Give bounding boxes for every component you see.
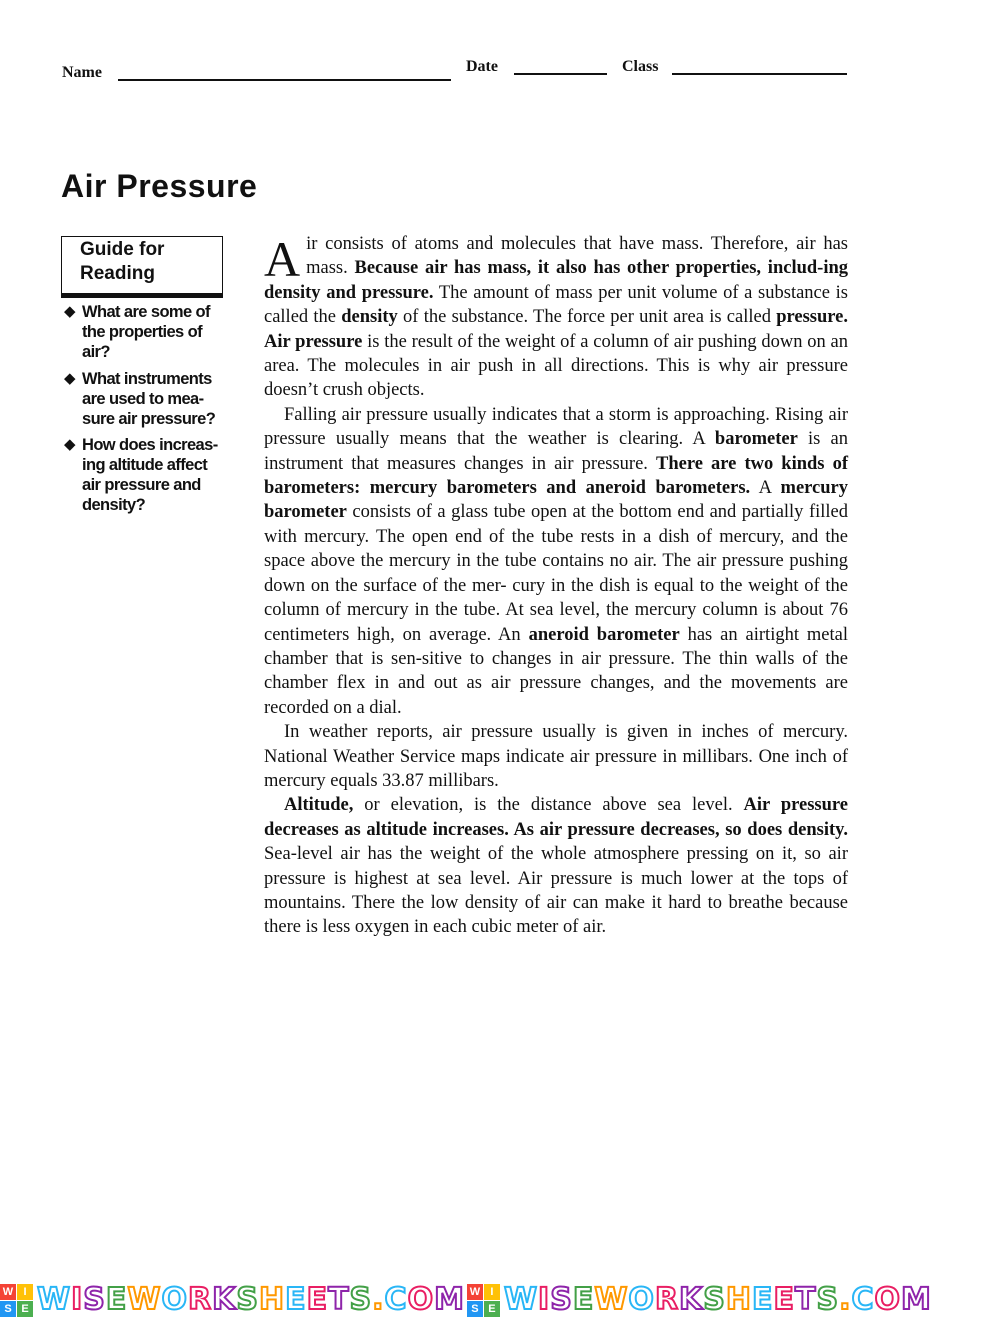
guide-question-text: What instruments are used to mea-sure air pressure? [82,370,216,428]
article-body [264,232,848,940]
date-label: Date [466,58,498,75]
term-barometer: barometer [714,429,798,450]
guide-question [64,369,229,429]
guide-heading: Guide for Reading [80,239,165,284]
paragraph-text: has an airtight metal chamber that is sen-sitive to changes in air pressure. The thin walls of the chamber flex in and out as air pressure changes, and the movements are recorded on a dial. [264,624,848,718]
wisework-sheets-logo [0,1282,465,1318]
guide-question [64,435,229,515]
paragraph-text: A [750,478,781,499]
paragraph-text: is the result of the weight of a column of air pushing down on an area. The molecules in air push in all directions. This is why air pressure doesn’t crush objects. [264,331,848,401]
paragraph-text: consists of a glass tube open at the bottom end and partially filled with mercury. The open end of the tube rests in a dish of mercury, and the space above the mercury in the tube contains no air. The air pressure pushing down on the surface of the mer- cury in the dish is equal to the weight of the column of mercury in the tube. At sea level, the mercury column is about 76 centimeters high, on average. An [264,502,848,645]
guide-question [64,302,229,362]
class-field[interactable] [672,73,847,75]
logo-grid-icon [467,1284,500,1317]
term-aneroid-barometer: aneroid barometer [528,624,680,645]
wordmark-text: WISEWORKSHEETS.COM [503,1282,932,1317]
wisework-sheets-logo [467,1282,932,1318]
guide-question-text: What are some of the properties of air? [82,303,210,361]
paragraph [264,793,848,939]
logo-tile: E [17,1301,33,1317]
logo-tile: I [484,1284,500,1300]
logo-tile: S [467,1301,483,1317]
logo-tile: S [0,1301,16,1317]
drop-cap: A [264,231,301,287]
paragraph-text: is an instrument that measures changes in air pressure. [264,429,848,474]
guide-question-text: How does increas-ing altitude affect air pressure and density? [82,436,218,514]
term-pressure: pressure. Air pressure [264,307,848,352]
logo-tile: W [467,1284,483,1300]
diamond-bullet-icon: ◆ [64,303,75,320]
diamond-bullet-icon: ◆ [64,436,75,453]
name-field[interactable] [118,79,451,81]
logo-grid-icon [0,1284,33,1317]
paragraph-text: or elevation, is the distance above sea level. [353,795,744,816]
date-field[interactable] [514,73,607,75]
term-density: density [341,307,398,328]
logo-tile: I [17,1284,33,1300]
term-mercury-barometer: mercury barometer [264,478,848,523]
page-title: Air Pressure [61,168,258,204]
footer-watermark [0,1282,1000,1319]
paragraph-text: ir consists of atoms and molecules that have mass. Therefore, air has mass. [306,234,848,279]
class-label: Class [622,58,659,75]
logo-tile: E [484,1301,500,1317]
name-label: Name [62,64,102,81]
paragraph-text: Falling air pressure usually indicates that a storm is approaching. Rising air pressure usually means that the weather is clearing. A [264,404,848,450]
bold-text: Because air has mass, it also has other properties, includ-ing density and pressure. [264,258,849,303]
term-altitude: Altitude, [284,795,354,816]
paragraph [264,232,848,403]
bold-text: There are two kinds of barometers: mercury barometers and aneroid barometers. [264,453,848,499]
diamond-bullet-icon: ◆ [64,370,75,387]
paragraph-text: of the substance. The force per unit area is called [397,307,777,328]
paragraph: In weather reports, air pressure usually is given in inches of mercury. National Weather Service maps indicate air pressure in millibars. One inch of mercury equals 33.87 millibars. [264,722,848,791]
wordmark-text: WISEWORKSHEETS.COM [37,1282,465,1317]
paragraph-text: The amount of mass per unit volume of a substance is called the [264,282,848,328]
logo-tile: W [0,1284,16,1300]
paragraph [264,403,848,720]
bold-text: Air pressure decreases as altitude increases. As air pressure decreases, so does density. [264,795,849,840]
guide-for-reading-box [61,236,223,298]
paragraph-text: Sea-level air has the weight of the whole atmosphere pressing on it, so air pressure is highest at sea level. Air pressure is much lower at the tops of mountains. There the low density of air can make it hard to breathe because there is less oxygen in each cubic meter of air. [264,844,848,938]
